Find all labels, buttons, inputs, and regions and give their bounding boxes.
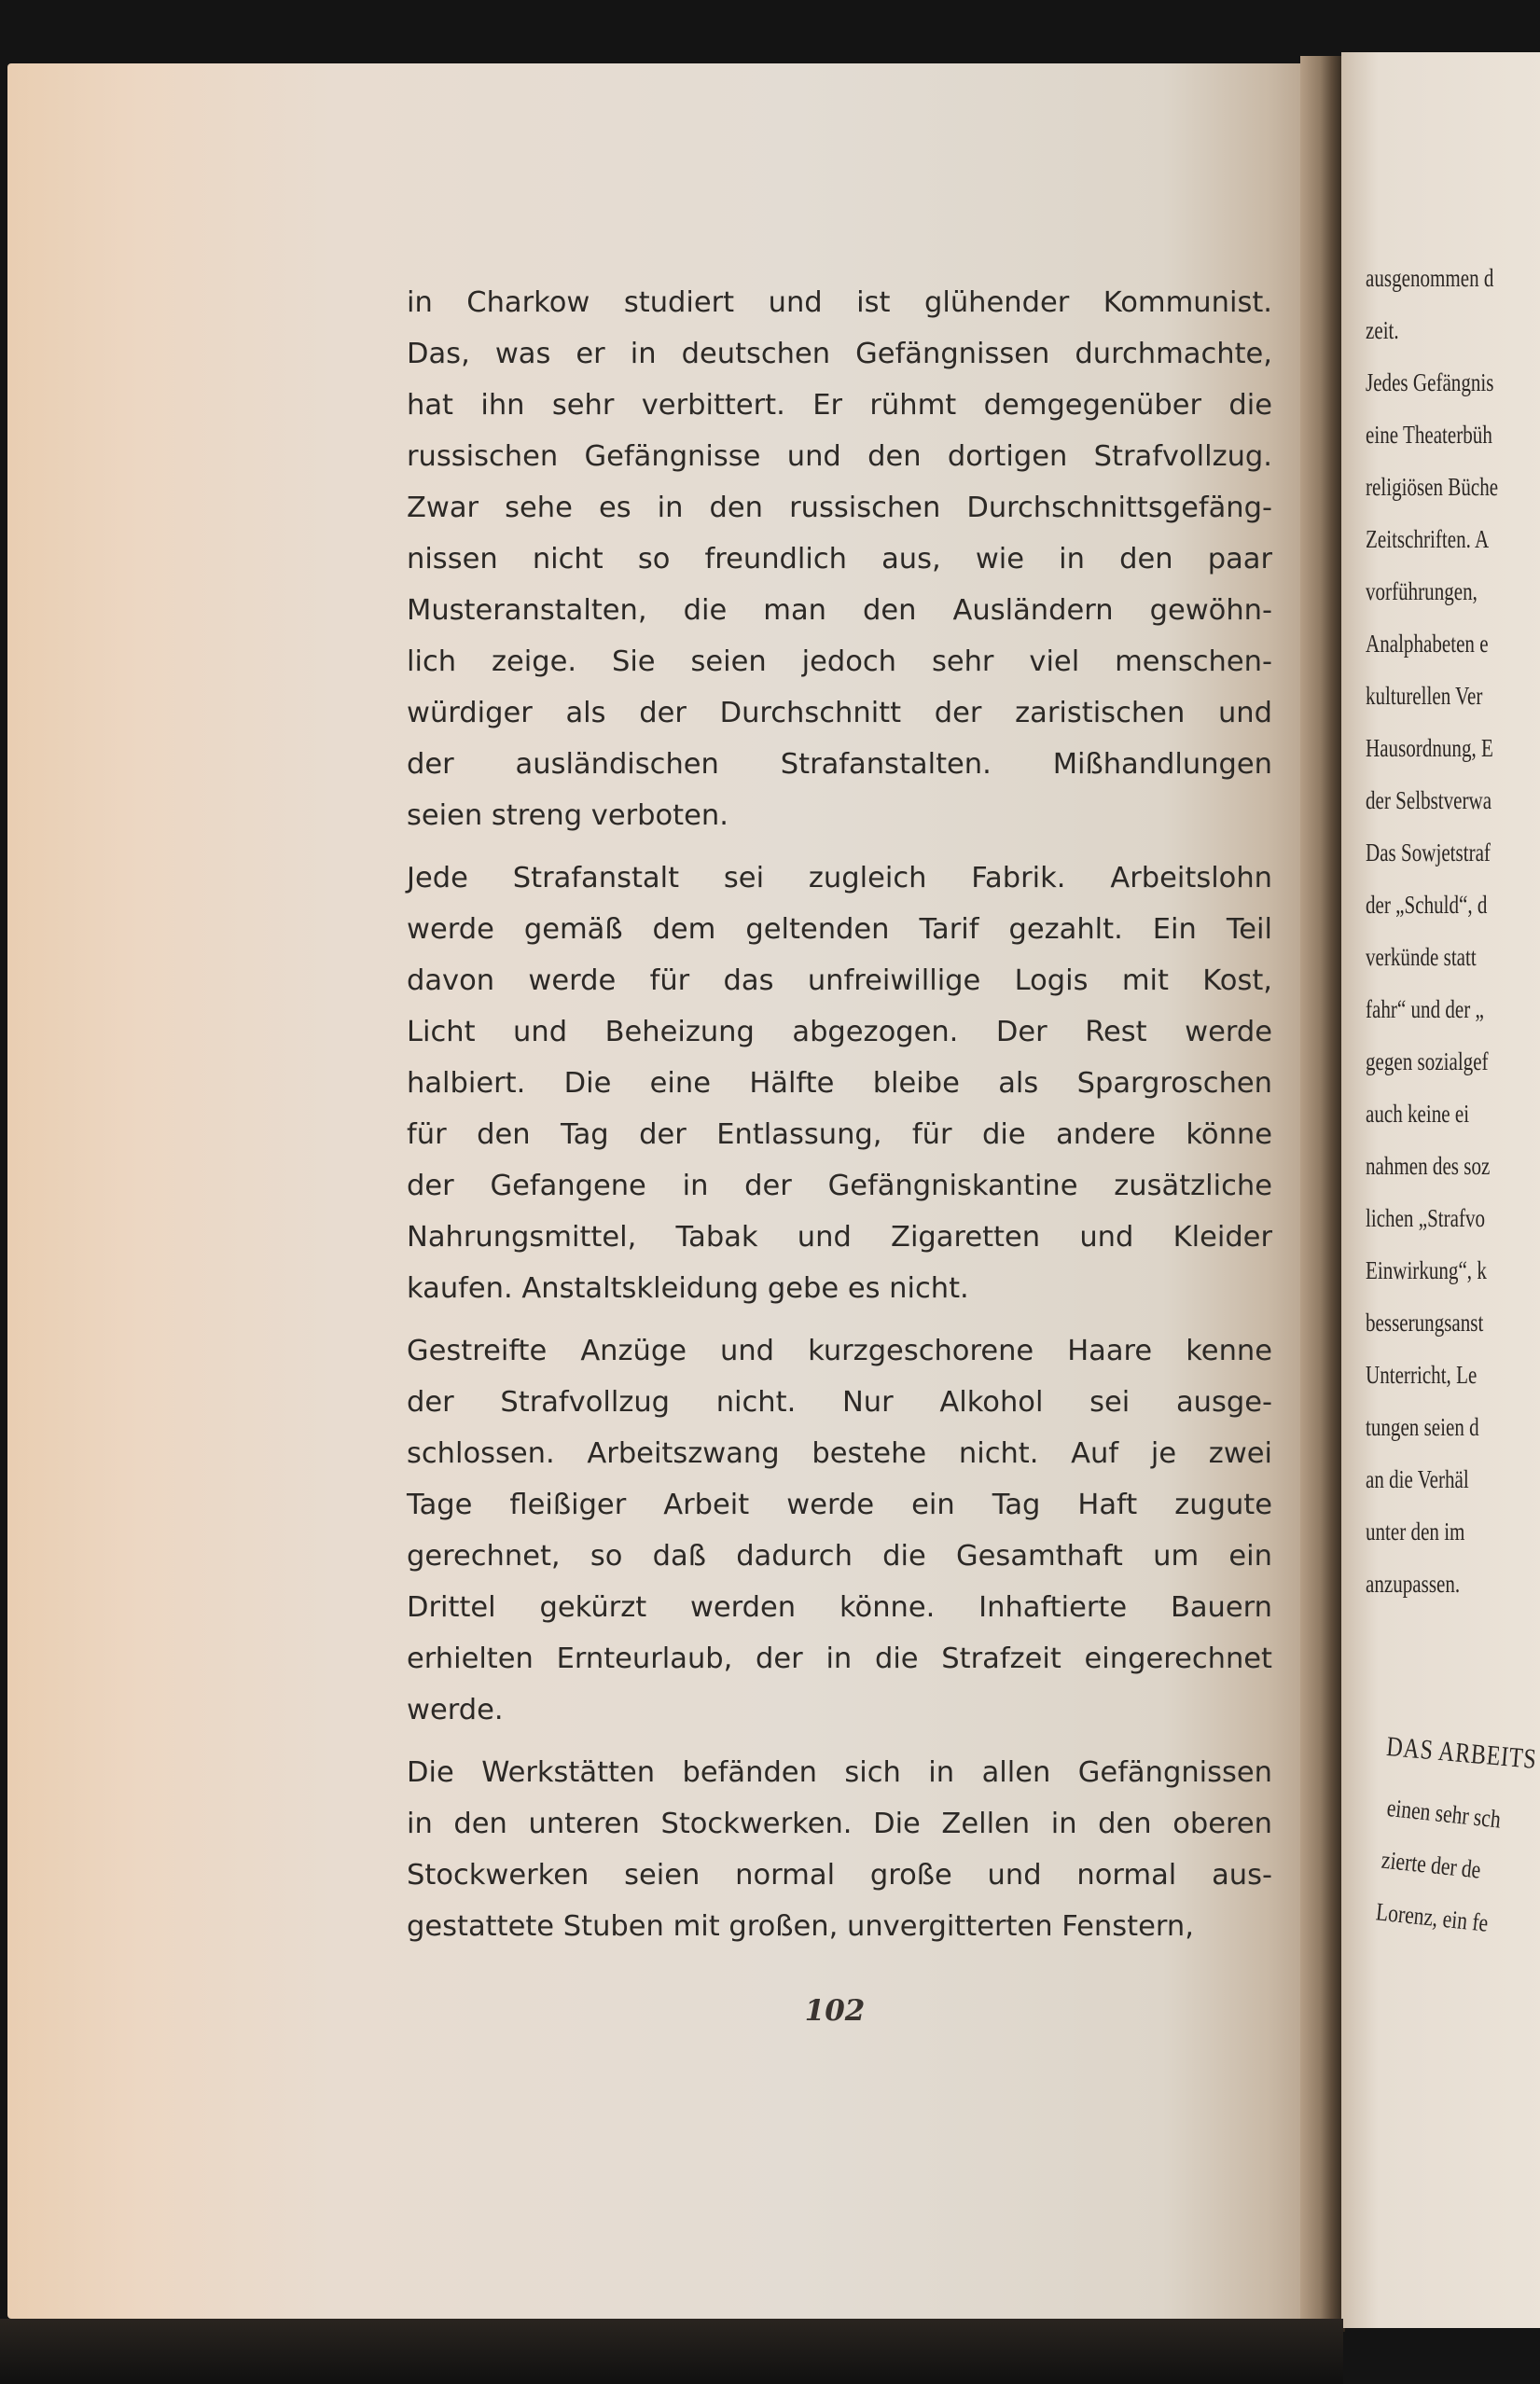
text-line: nissen nicht so freundlich aus, wie in den paar [407,543,1272,575]
facing-bottom-line: Lorenz, ein fe [1374,1897,1490,1937]
text-line: der Strafvollzug nicht. Nur Alkohol sei ausge- [407,1386,1272,1419]
text-line: Nahrungsmittel, Tabak und Zigaretten und Kleider [407,1221,1272,1254]
text-line: in den unteren Stockwerken. Die Zellen in den oberen [407,1808,1272,1840]
facing-text-line: Zeitschriften. A [1366,525,1490,553]
paragraph [407,1325,1272,1736]
facing-text-line: eine Theaterbüh [1366,421,1492,449]
facing-text-line: gegen sozialgef [1366,1047,1489,1075]
facing-text-line: Hausordnung, E [1366,734,1493,762]
text-line: erhielten Ernteurlaub, der in die Strafzeit eingerechnet [407,1642,1272,1675]
page-number: 102 [804,1994,866,2028]
facing-text-line: besserungsanst [1366,1309,1484,1337]
facing-text-line: tungen seien d [1366,1413,1479,1441]
facing-text-line: auch keine ei [1366,1100,1470,1128]
facing-text-line: religiösen Büche [1366,473,1499,501]
text-line: seien streng verboten. [407,799,728,832]
facing-text-line: nahmen des soz [1366,1152,1491,1180]
text-line: Gestreifte Anzüge und kurzgeschorene Haare kenne [407,1335,1272,1367]
text-line: Jede Strafanstalt sei zugleich Fabrik. Arbeitslohn [407,862,1272,894]
text-line: kaufen. Anstaltskleidung gebe es nicht. [407,1272,969,1305]
text-line: Das, was er in deutschen Gefängnissen durchmachte, [407,338,1272,370]
facing-page-text [1366,252,1498,1610]
main-text-block [407,277,1272,1952]
facing-text-line: Unterricht, Le [1366,1361,1478,1389]
text-line: halbiert. Die eine Hälfte bleibe als Spargroschen [407,1067,1272,1100]
text-line: gestattete Stuben mit großen, unvergitterten Fenstern, [407,1910,1194,1943]
text-line: Die Werkstätten befänden sich in allen Gefängnissen [407,1756,1272,1789]
text-line: der Gefangene in der Gefängniskantine zusätzliche [407,1170,1272,1202]
facing-text-line: unter den im [1366,1518,1465,1545]
paragraph [407,1747,1272,1952]
paragraph [407,852,1272,1314]
facing-bottom-line: einen sehr sch [1385,1793,1503,1834]
text-line: Licht und Beheizung abgezogen. Der Rest werde [407,1016,1272,1048]
text-line: Musteranstalten, die man den Ausländern gewöhn- [407,594,1272,627]
facing-text-line: verkünde statt [1366,943,1477,971]
text-line: Zwar sehe es in den russischen Durchschnittsgefäng- [407,492,1272,524]
facing-text-line: Analphabeten e [1366,630,1489,658]
text-line: russischen Gefängnisse und den dortigen Strafvollzug. [407,440,1272,473]
facing-text-line: der Selbstverwa [1366,786,1492,814]
text-line: Stockwerken seien normal große und normal aus- [407,1859,1272,1892]
facing-text-line: anzupassen. [1366,1570,1461,1598]
bottom-edge [0,2319,1343,2384]
facing-bottom-line: zierte der de [1380,1845,1482,1884]
text-line: in Charkow studiert und ist glühender Kommunist. [407,286,1272,319]
text-line: werde gemäß dem geltenden Tarif gezahlt. Ein Teil [407,913,1272,946]
facing-text-line: ausgenommen d [1366,264,1494,292]
facing-text-line: vorführungen, [1366,577,1478,605]
text-line: schlossen. Arbeitszwang bestehe nicht. Auf je zwei [407,1437,1272,1470]
text-line: für den Tag der Entlassung, für die andere könne [407,1118,1272,1151]
text-line: gerechnet, so daß dadurch die Gesamthaft um ein [407,1540,1272,1573]
facing-text-line: Jedes Gefängnis [1366,368,1494,396]
paragraph-gap [407,1314,1272,1325]
text-line: Drittel gekürzt werden könne. Inhaftierte Bauern [407,1591,1272,1624]
facing-text-line: fahr“ und der „ [1366,995,1484,1023]
text-line: hat ihn sehr verbittert. Er rühmt demgegenüber die [407,389,1272,422]
text-line: würdiger als der Durchschnitt der zaristischen und [407,697,1272,729]
text-line: lich zeige. Sie seien jedoch sehr viel menschen- [407,645,1272,678]
facing-text-line: Das Sowjetstraf [1366,839,1491,866]
facing-text-line: an die Verhäl [1366,1465,1469,1493]
facing-text-line: lichen „Strafvo [1366,1204,1486,1232]
facing-text-line: zeit. [1366,316,1399,344]
facing-page-bottom-text [1373,1781,1503,1949]
text-line: werde. [407,1694,504,1726]
facing-text-line: Einwirkung“, k [1366,1256,1487,1284]
paragraph-gap [407,1736,1272,1747]
facing-page-heading: DAS ARBEITS [1385,1731,1538,1775]
paragraph-gap [407,841,1272,852]
facing-text-line: der „Schuld“, d [1366,891,1488,919]
facing-text-line: kulturellen Ver [1366,682,1483,710]
text-line: Tage fleißiger Arbeit werde ein Tag Haft zugute [407,1489,1272,1521]
text-line: davon werde für das unfreiwillige Logis mit Kost, [407,964,1272,997]
paragraph [407,277,1272,841]
text-line: der ausländischen Strafanstalten. Mißhandlungen [407,748,1272,781]
page-gutter [1300,56,1345,2332]
